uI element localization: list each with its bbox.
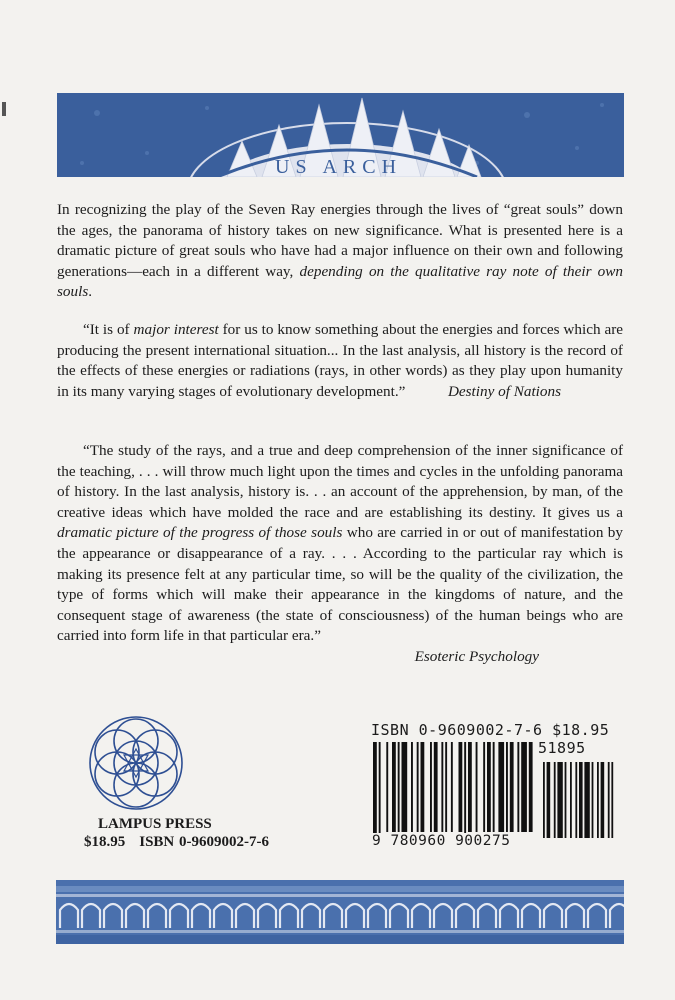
barcode-addon-bar [554, 762, 556, 838]
barcode-addon-number: 51895 [538, 739, 586, 757]
intro-emphasis: depending on the qualitative ray note of their own souls [57, 262, 624, 301]
quote2-text: “The study of the rays, and a true and deep comprehension of the inner significance of the teaching, . . . will throw much light upon the times and cycles in the unfolding panorama of history. In the last analysis, history is. . . an account of the apprehension, by man, of the creative ideas which have molded the race and are establishing its destiny. It gives us a [57, 442, 623, 521]
quote1-emphasis: major interest [133, 321, 219, 338]
barcode-bar [398, 742, 400, 832]
barcode-addon-bar [547, 762, 551, 838]
seed-of-life-logo-icon [88, 715, 184, 811]
barcode-bar [417, 742, 419, 832]
barcode-addon-bar [608, 762, 610, 838]
barcode-bar [529, 742, 533, 832]
barcode-bar [373, 742, 377, 840]
barcode-bar [392, 742, 396, 832]
barcode-addon-bar [557, 762, 562, 838]
intro-text-end: . [88, 283, 93, 301]
barcode-bar [386, 742, 388, 832]
quote1-text-end: for us to know something about the energies and forces which are producing the present international situation... In the last analysis, all history is the record of the effects of these energies or radiations (rays, in other words) as they play upon humanity in its many varying stages of evolutionary development.” [57, 321, 623, 400]
barcode-addon-bar [543, 762, 545, 838]
barcode-bar [487, 742, 491, 832]
barcode-addon-bar [601, 762, 605, 838]
barcode-bar [402, 742, 408, 832]
edge-mark [2, 102, 6, 116]
arch-inscription: US ARCH [275, 156, 403, 177]
barcode-ean-number: 9 780960 900275 [372, 833, 511, 849]
barcode-addon-bar [611, 762, 613, 838]
bottom-decorative-banner [56, 880, 624, 944]
ornamental-frieze-icon [56, 880, 624, 944]
price: $18.95 [84, 834, 126, 850]
barcode-bar [441, 742, 443, 832]
barcode-bar [517, 742, 519, 832]
barcode-isbn-label: ISBN 0-9609002-7-6 $18.95 [371, 721, 610, 739]
intro-text: In recognizing the play of the Seven Ray energies through the lives of “great souls” down the ages, the panorama of history takes on new significance. What is presented here is a dramatic picture of great souls who have had a major influence on their own and following generations—each in a different way, [57, 201, 623, 280]
quote-esoteric-psychology [57, 441, 623, 668]
barcode-bar [451, 742, 453, 832]
barcode-bar [421, 742, 425, 832]
barcode-addon-bar [570, 762, 572, 838]
publisher-isbn: ISBN 0-9609002-7-6 [139, 834, 270, 850]
price-isbn-line [84, 834, 283, 851]
barcode-bar [464, 742, 466, 840]
barcode-addon-bar [584, 762, 589, 838]
barcode-bar [476, 742, 478, 832]
barcode-bar [521, 742, 527, 832]
barcode-addon-bar [575, 762, 577, 838]
barcode-addon-bar [579, 762, 583, 838]
barcode-bar [434, 742, 438, 832]
quote1-text: “It is of [83, 321, 134, 338]
barcode-bar [468, 742, 472, 832]
quote2-text-end: who are carried in or out of manifestation by the appearance or disappearance of a ray. . . . According to the particular ray which is making its presence felt at any particular time, so will be the quality of the civilization, the type of forms which will make their appearance in the kingdoms of nature, and the consequent stage of awareness (the state of consciousness) of the human beings who are carried into form life in that particular era.” [57, 524, 623, 645]
intro-paragraph [57, 200, 623, 303]
barcode-bar [411, 742, 413, 832]
barcode-bar [493, 742, 495, 832]
quote-destiny-of-nations [57, 320, 623, 402]
barcode-bar [483, 742, 485, 832]
sunburst-arch-icon [57, 93, 624, 177]
barcode-bar [510, 742, 514, 832]
barcode-addon-bar [597, 762, 599, 838]
quote2-emphasis: dramatic picture of the progress of those souls [57, 524, 343, 542]
barcode-bar [498, 742, 504, 832]
quote1-attribution: Destiny of Nations [447, 382, 561, 400]
barcode-addon-bar [592, 762, 594, 838]
quote2-attribution: Esoteric Psychology [414, 647, 539, 665]
barcode-bar [379, 742, 381, 840]
barcode-bar [506, 742, 508, 832]
barcode-bar [430, 742, 432, 832]
top-decorative-banner [57, 93, 624, 177]
barcode-bar [445, 742, 447, 832]
publisher-name: LAMPUS PRESS [98, 816, 212, 832]
barcode-addon-bar [565, 762, 567, 838]
barcode-bar [459, 742, 463, 832]
